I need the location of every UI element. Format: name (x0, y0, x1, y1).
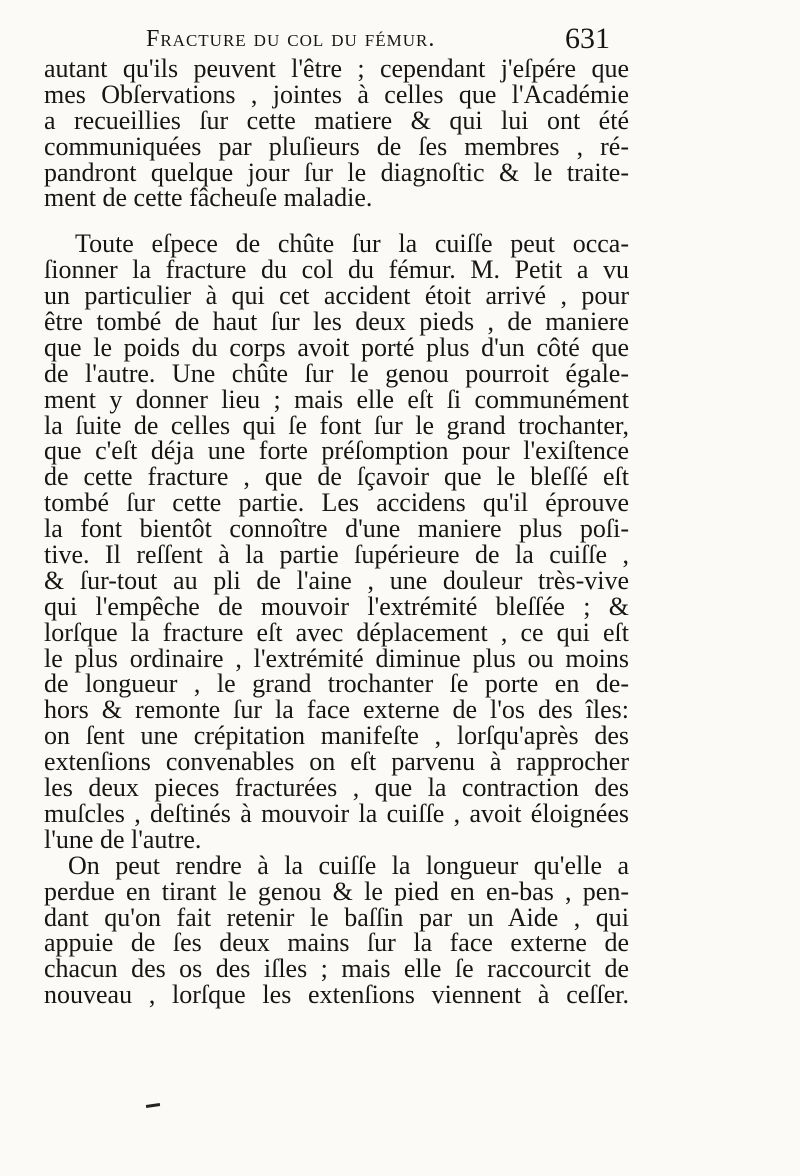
text-line: le plus ordinaire , l'extrémité diminue plus ou moins (44, 643, 629, 673)
paragraph-3 (44, 850, 629, 1010)
text-line: que le poids du corps avoit porté plus d'un côté que (44, 332, 629, 362)
text-line: On peut rendre à la cuiſſe la longueur qu'elle a (68, 850, 629, 880)
text-line: de cette fracture , que de ſçavoir que le bleſſé eſt (44, 462, 629, 492)
text-line: appuie de ſes deux mains ſur la face externe de (44, 928, 629, 958)
text-line: dant qu'on fait retenir le baſſin par un Aide , qui (44, 902, 629, 932)
text-line: la ſuite de celles qui ſe font ſur le grand trochanter, (44, 410, 629, 440)
paragraph-2 (44, 231, 629, 852)
text-line: la font bientôt connoître d'une maniere plus poſi- (44, 514, 629, 544)
text-line: ment y donner lieu ; mais elle eſt ſi communément (44, 384, 629, 414)
text-line: communiquées par pluſieurs de ſes membres , ré- (44, 131, 629, 161)
text-line: tombé ſur cette partie. Les accidens qu'il éprouve (44, 488, 629, 518)
text-line: on ſent une crépitation manifeſte , lorſqu'après des (44, 721, 629, 751)
body-text (44, 56, 629, 1008)
text-line: autant qu'ils peuvent l'être ; cependant j'eſpére que (44, 54, 629, 83)
text-line: un particulier à qui cet accident étoit arrivé , pour (44, 281, 629, 311)
text-line: de longueur , le grand trochanter ſe porte en de- (44, 669, 629, 699)
paragraph-1 (44, 56, 629, 211)
text-line: Toute eſpece de chûte ſur la cuiſſe peut occa- (75, 229, 629, 259)
text-line: lorſque la fracture eſt avec déplacement , ce qui eſt (44, 617, 629, 647)
text-line: muſcles , deſtinés à mouvoir la cuiſſe , avoit éloignées (44, 798, 629, 828)
page-number: 631 (565, 22, 610, 55)
text-line: que c'eſt déja une forte préſomption pour l'exiſtence (44, 436, 629, 466)
text-line: extenſions convenables on eſt parvenu à rapprocher (44, 747, 629, 777)
text-line: chacun des os des iſles ; mais elle ſe raccourcit de (44, 954, 629, 984)
text-line: perdue en tirant le genou & le pied en en-bas , pen- (44, 876, 629, 906)
paragraph-gap (44, 211, 629, 231)
text-line: nouveau , lorſque les extenſions viennent à ceſſer. (44, 980, 629, 1010)
text-line: qui l'empêche de mouvoir l'extrémité bleſſée ; & (44, 591, 629, 621)
ink-mark (146, 1103, 160, 1108)
running-title: Fracture du col du fémur. (146, 26, 436, 52)
text-line: être tombé de haut ſur les deux pieds , de maniere (44, 307, 629, 337)
text-line: l'une de l'autre. (44, 824, 202, 854)
text-line: mes Obſervations , jointes à celles que l'Académie (44, 79, 629, 109)
text-line: tive. Il reſſent à la partie ſupérieure de la cuiſſe , (44, 540, 629, 570)
text-line: ſionner la fracture du col du fémur. M. Petit a vu (44, 255, 629, 285)
text-line: ment de cette fâcheuſe maladie. (44, 183, 373, 213)
text-line: de l'autre. Une chûte ſur le genou pourroit égale- (44, 358, 629, 388)
text-line: & ſur-tout au pli de l'aine , une douleur très-vive (44, 565, 629, 595)
text-line: a recueillies ſur cette matiere & qui lui ont été (44, 105, 629, 135)
text-line: pandront quelque jour ſur le diagnoſtic & le traite- (44, 157, 629, 187)
text-line: hors & remonte ſur la face externe de l'os des îles: (44, 695, 629, 725)
text-line: les deux pieces fracturées , que la contraction des (44, 773, 629, 803)
